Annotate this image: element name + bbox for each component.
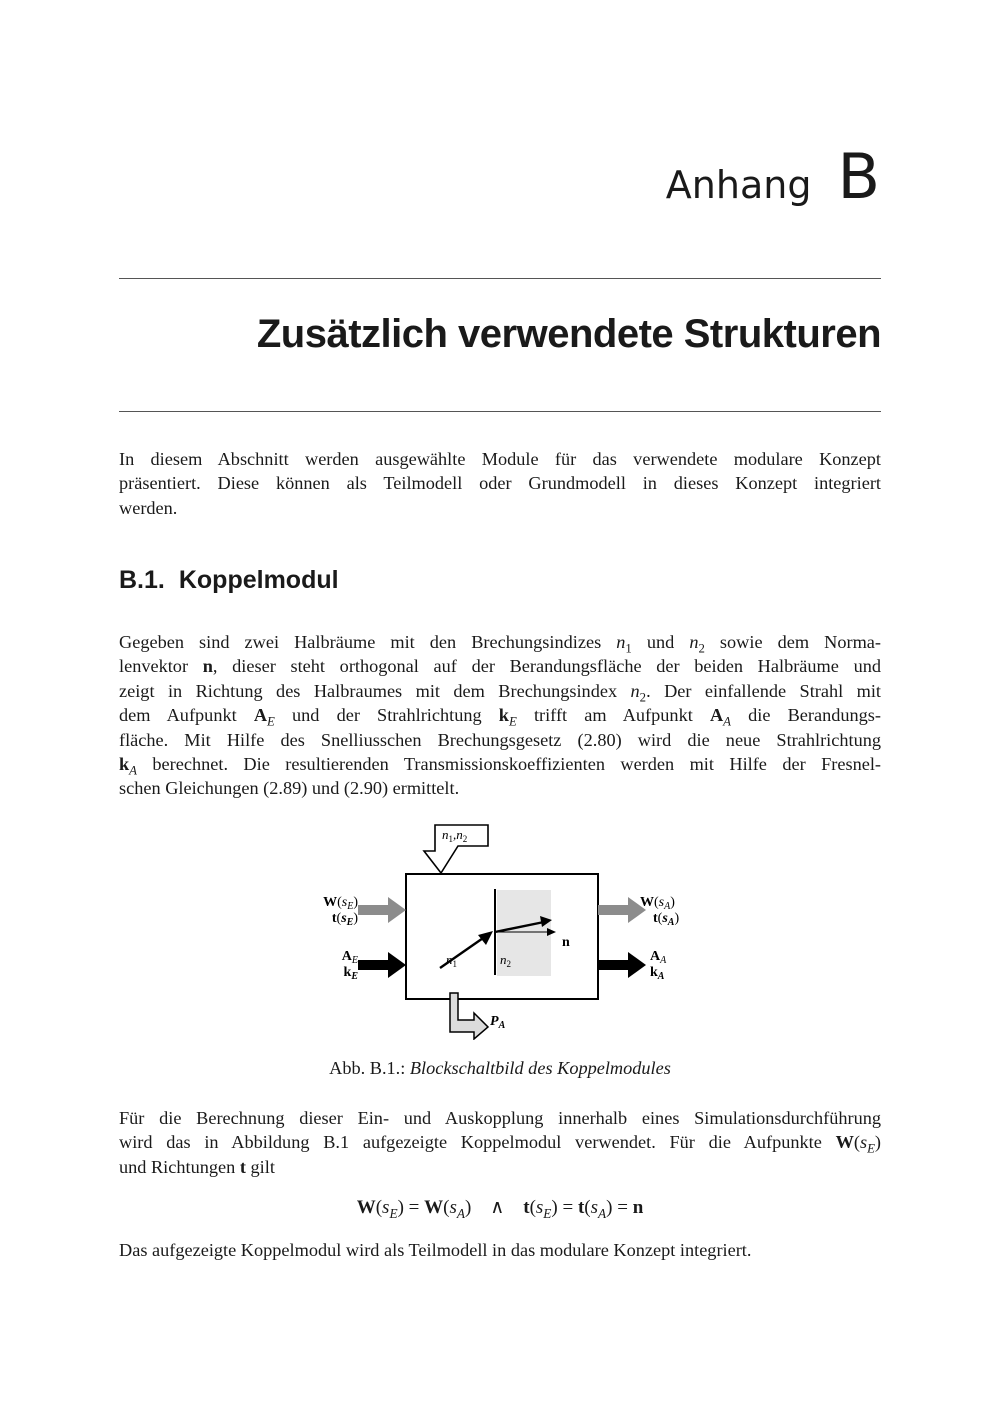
body-paragraph-1: Gegeben sind zwei Halbräume mit den Brechungsindizes $n_1$ und $n_2$ sowie dem Norma- lenvektor n, dieser steht orthogonal auf der Berandungsfläche der beiden Halbräume und zeigt in Richtung des Halbraumes mit dem Brechungsindex $n_2$. Der einfallende Strahl mit dem Aufpunkt $A_E$ und der Strahlrichtung $k_E$ trifft am Aufpunkt $A_A$ die Berandungs- fläche. Mit Hilfe des Snelliusschen Brechungsgesetz (2.80) wird die neue Strahlrichtung $k_A$ berechnet. Die resultierenden Transmissionskoeffizienten werden mit Hilfe der Fresnel- schen Gleichungen (2.89) und (2.90) ermittelt. [119, 632, 882, 799]
body-paragraph-3: Das aufgezeigte Koppelmodul wird als Teilmodell in das modulare Konzept integriert. [119, 1240, 752, 1260]
normal-label: n [562, 935, 570, 950]
svg-text:AE: $A_E$ [341, 949, 358, 966]
n1-label: $n_1$ [446, 952, 457, 969]
caption-text: Blockschaltbild des Koppelmodules [409, 1058, 671, 1078]
output-a-k-arrow [598, 952, 646, 978]
svg-text:t(sA): $t(s_A)$ [653, 911, 680, 928]
svg-text:n1,n2: $n_1,n_2$ [442, 827, 468, 844]
intro-line: präsentiert. Diese können als Teilmodell oder Grundmodell in dieses Konzept integriert [119, 473, 881, 494]
block-diagram [300, 815, 710, 1040]
output-labels [640, 895, 679, 982]
caption-label: Abb. B.1.: [329, 1058, 406, 1078]
n2-label: $n_2$ [500, 952, 511, 969]
svg-text:W(sE): $W(s_E)$ [323, 895, 358, 912]
top-rule [119, 278, 881, 279]
section-heading [119, 566, 339, 595]
input-a-k-arrow [358, 952, 406, 978]
intro-line: werden. [119, 497, 178, 518]
svg-text:kA: $k_A$ [650, 965, 665, 982]
equation: $W(s_E) = W(s_A)$ ∧ $t(s_E) = t(s_A) = n$ [356, 1197, 644, 1221]
input-w-t-arrow [358, 897, 406, 923]
input-labels [323, 895, 358, 982]
svg-text:kE: $k_E$ [343, 965, 358, 982]
section-title: Koppelmodul [178, 566, 339, 594]
section-number: B.1. [119, 566, 165, 594]
output-w-t-arrow [598, 897, 646, 923]
body-paragraph-2: Für die Berechnung dieser Ein- und Auskopplung innerhalb eines Simulationsdurchführung wird das in Abbildung B.1 aufgezeigte Koppelmodul verwendet. Für die Aufpunkte $W(s_E)$ und Richtungen t gilt [119, 1108, 881, 1177]
svg-text:W(sA): $W(s_A)$ [640, 895, 675, 912]
top-input-arrow [424, 825, 488, 873]
figure-caption [0, 1058, 1000, 1079]
svg-text:PA: $P_A$ [490, 1014, 506, 1031]
appendix-letter: B [837, 140, 880, 213]
bottom-rule [119, 411, 881, 412]
chapter-title: Zusätzlich verwendete Strukturen [256, 312, 881, 356]
appendix-heading [666, 140, 880, 213]
svg-text:AA: $A_A$ [650, 949, 667, 966]
intro-paragraph [119, 447, 881, 520]
appendix-word: Anhang [665, 163, 812, 207]
equation-and: ∧ [490, 1197, 505, 1218]
intro-line: In diesem Abschnitt werden ausgewählte Module für das verwendete modulare Konzept [119, 449, 881, 469]
svg-text:t(sE): $t(s_E)$ [331, 911, 358, 928]
